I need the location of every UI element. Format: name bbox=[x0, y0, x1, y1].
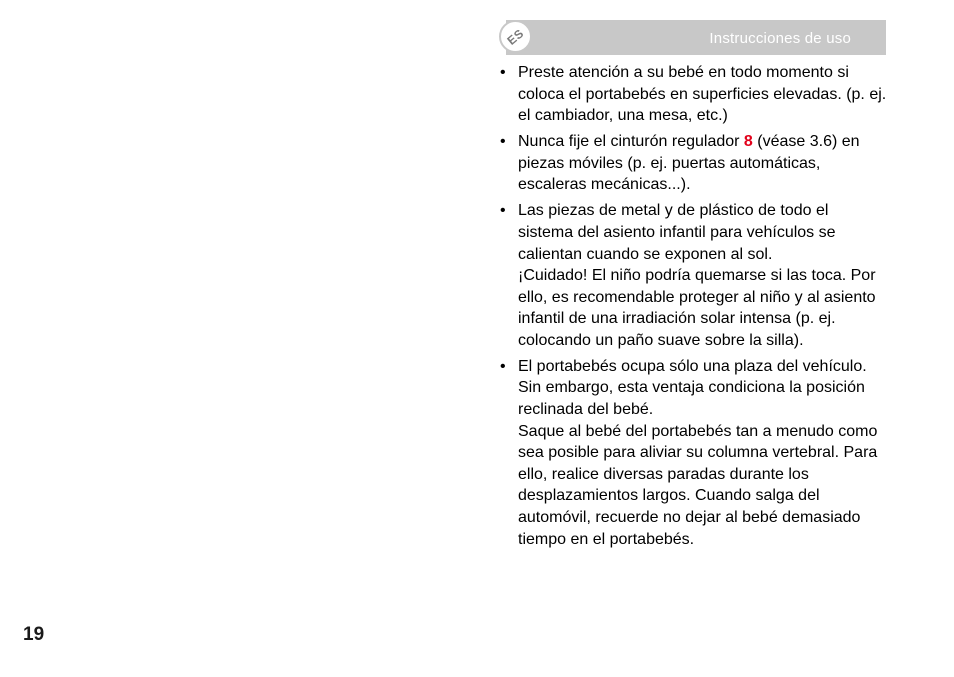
bullet-text: Saque al bebé del portabebés tan a menudo como sea posible para aliviar su columna vertebral. Para ello, realice diversas paradas durante los desplazamientos largos. Cuando salga del automóvil, recuerde no dejar al bebé demasiado tiempo en el portabebés. bbox=[518, 422, 878, 548]
bullet-text: Las piezas de metal y de plástico de todo el sistema del asiento infantil para vehículos se calientan cuando se exponen al sol. bbox=[518, 202, 836, 263]
list-item bbox=[497, 200, 887, 351]
part-reference-number: 8 bbox=[743, 133, 753, 151]
bullet-text: Nunca fije el cinturón regulador bbox=[518, 133, 744, 151]
bullet-text: El portabebés ocupa sólo una plaza del vehículo. Sin embargo, esta ventaja condiciona la posición reclinada del bebé. bbox=[518, 357, 867, 419]
warning-label: ¡Cuidado! bbox=[518, 267, 588, 285]
language-code: ES bbox=[504, 25, 527, 48]
list-item bbox=[497, 356, 887, 550]
list-item bbox=[497, 62, 887, 127]
list-item bbox=[497, 131, 887, 196]
safety-instructions bbox=[497, 62, 887, 555]
bullet-text: Preste atención a su bebé en todo momento si coloca el portabebés en superficies elevadas. (p. ej. el cambiador, una mesa, etc.) bbox=[518, 64, 887, 125]
language-badge bbox=[499, 20, 532, 53]
page-number: 19 bbox=[23, 624, 45, 645]
header-title: Instrucciones de uso bbox=[709, 30, 851, 47]
bullet-list bbox=[497, 62, 887, 550]
bullet-text: (véase 3.6) en piezas móviles (p. ej. puertas automáticas, escaleras mecánicas...). bbox=[518, 133, 860, 194]
header-bar bbox=[506, 20, 886, 55]
warning-text: El niño podría quemarse si las toca. Por ello, es recomendable proteger al niño y al asiento infantil de una irradiación solar intensa (p. ej. colocando un paño suave sobre la silla). bbox=[518, 267, 876, 349]
